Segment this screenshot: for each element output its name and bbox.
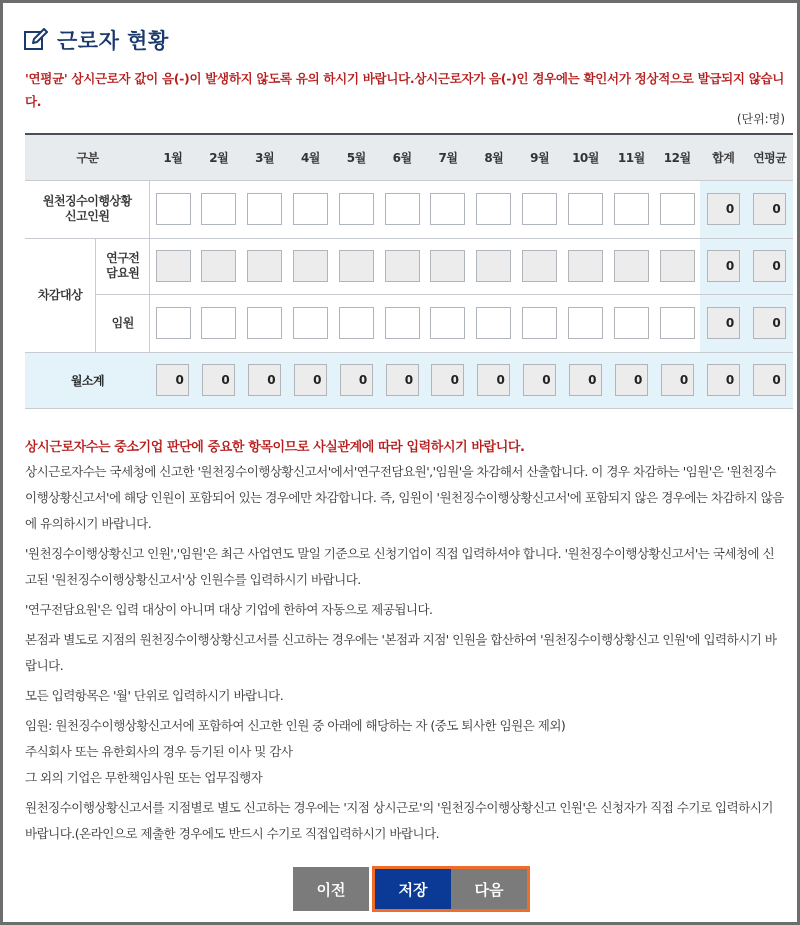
header-month: 9월 bbox=[517, 134, 563, 180]
month-input[interactable] bbox=[568, 307, 603, 339]
month-input[interactable] bbox=[614, 307, 649, 339]
table-row bbox=[25, 294, 793, 352]
save-button[interactable]: 저장 bbox=[375, 869, 451, 909]
month-input-readonly bbox=[247, 250, 282, 282]
month-input[interactable] bbox=[614, 193, 649, 225]
month-input[interactable] bbox=[476, 193, 511, 225]
header-month: 7월 bbox=[425, 134, 471, 180]
month-input-readonly bbox=[156, 250, 191, 282]
month-input[interactable] bbox=[385, 307, 420, 339]
instruction-paragraph: 원천징수이행상황신고서를 지점별로 별도 신고하는 경우에는 '지점 상시근로'의 '원천징수이행상황신고 인원'은 신청자가 직접 수기로 입력하시기 바랍니다.(온라인으로 제출한 경우에도 반드시 수기로 직접입력하시기 바랍니다. bbox=[25, 800, 773, 841]
month-input-readonly bbox=[568, 250, 603, 282]
subtotal-value: 0 bbox=[431, 364, 464, 396]
average-value: 0 bbox=[753, 364, 786, 396]
month-input[interactable] bbox=[201, 307, 236, 339]
month-input-readonly bbox=[430, 250, 465, 282]
header-month: 11월 bbox=[608, 134, 654, 180]
subtotal-value: 0 bbox=[569, 364, 602, 396]
important-note: 상시근로자수는 중소기업 판단에 중요한 항목이므로 사실관계에 따라 입력하시기 바랍니다. bbox=[25, 440, 525, 455]
instruction-paragraph: 그 외의 기업은 무한책임사원 또는 업무집행자 bbox=[25, 770, 263, 785]
subtotal-value: 0 bbox=[340, 364, 373, 396]
header-month: 8월 bbox=[471, 134, 517, 180]
header-month: 2월 bbox=[196, 134, 242, 180]
month-input-readonly bbox=[201, 250, 236, 282]
month-input[interactable] bbox=[201, 193, 236, 225]
page-title: 근로자 현황 bbox=[57, 29, 169, 53]
instruction-paragraph: 주식회사 또는 유한회사의 경우 등기된 이사 및 감사 bbox=[25, 744, 293, 759]
month-input[interactable] bbox=[476, 307, 511, 339]
month-input[interactable] bbox=[247, 193, 282, 225]
subtotal-value: 0 bbox=[248, 364, 281, 396]
month-input-readonly bbox=[339, 250, 374, 282]
subtotal-value: 0 bbox=[386, 364, 419, 396]
subtotal-value: 0 bbox=[294, 364, 327, 396]
month-input[interactable] bbox=[522, 307, 557, 339]
month-input[interactable] bbox=[385, 193, 420, 225]
header-month: 1월 bbox=[150, 134, 196, 180]
total-value: 0 bbox=[707, 364, 740, 396]
subtotal-value: 0 bbox=[202, 364, 235, 396]
instruction-paragraph: 상시근로자수는 국세청에 신고한 '원천징수이행상황신고서'에서'연구전담요원','임원'을 차감해서 산출합니다. 이 경우 차감하는 '임원'은 '원천징수이행상황신고서'에 해당 인원이 포함되어 있는 경우에만 차감합니다. 즉, 임원이 '원천징수이행상황신고서'에 포함되지 않은 경우에는 차감하지 않음에 유의하시기 바랍니다. bbox=[25, 464, 784, 531]
employee-table bbox=[25, 133, 793, 409]
row-label-research: 연구전담요원 bbox=[96, 238, 150, 294]
instruction-paragraph: 본점과 별도로 지점의 원천징수이행상황신고서를 신고하는 경우에는 '본점과 지점' 인원을 합산하여 '원천징수이행상황신고 인원'에 입력하시기 바랍니다. bbox=[25, 632, 777, 673]
subtotal-value: 0 bbox=[661, 364, 694, 396]
instruction-paragraph: 임원: 원천징수이행상황신고서에 포함하여 신고한 인원 중 아래에 해당하는 자 (중도 퇴사한 임원은 제외) bbox=[25, 718, 566, 733]
row-label-executive: 임원 bbox=[96, 294, 150, 352]
total-value: 0 bbox=[707, 250, 740, 282]
month-input[interactable] bbox=[339, 307, 374, 339]
subtotal-value: 0 bbox=[477, 364, 510, 396]
header-month: 12월 bbox=[654, 134, 700, 180]
subtotal-value: 0 bbox=[156, 364, 189, 396]
month-input[interactable] bbox=[339, 193, 374, 225]
header-category: 구분 bbox=[25, 134, 150, 180]
month-input[interactable] bbox=[293, 307, 328, 339]
instruction-paragraph: 모든 입력항목은 '월' 단위로 입력하시기 바랍니다. bbox=[25, 688, 284, 703]
month-input[interactable] bbox=[293, 193, 328, 225]
month-input-readonly bbox=[614, 250, 649, 282]
month-input[interactable] bbox=[660, 193, 695, 225]
row-label-withholding: 원천징수이행상황신고인원 bbox=[25, 180, 150, 238]
month-input[interactable] bbox=[156, 307, 191, 339]
next-button[interactable]: 다음 bbox=[451, 869, 527, 909]
instructions bbox=[25, 459, 785, 851]
row-label-subtotal: 월소계 bbox=[25, 352, 150, 408]
instruction-paragraph: '연구전담요원'은 입력 대상이 아니며 대상 기업에 한하여 자동으로 제공됩니다. bbox=[25, 602, 433, 617]
average-value: 0 bbox=[753, 307, 786, 339]
prev-button[interactable]: 이전 bbox=[293, 867, 369, 911]
month-input[interactable] bbox=[568, 193, 603, 225]
month-input[interactable] bbox=[522, 193, 557, 225]
average-value: 0 bbox=[753, 193, 786, 225]
instruction-paragraph: '원천징수이행상황신고 인원','임원'은 최근 사업연도 말일 기준으로 신청기업이 직접 입력하셔야 합니다. '원천징수이행상황신고서'는 국세청에 신고된 '원천징수이행상황신고서'상 인원수를 입력하시기 바랍니다. bbox=[25, 546, 775, 587]
header-month: 3월 bbox=[242, 134, 288, 180]
subtotal-value: 0 bbox=[523, 364, 556, 396]
total-value: 0 bbox=[707, 193, 740, 225]
header-month: 10월 bbox=[563, 134, 609, 180]
unit-label: (단위:명) bbox=[736, 112, 785, 126]
month-input[interactable] bbox=[156, 193, 191, 225]
month-input[interactable] bbox=[430, 193, 465, 225]
header-month: 4월 bbox=[288, 134, 334, 180]
average-value: 0 bbox=[753, 250, 786, 282]
month-input[interactable] bbox=[247, 307, 282, 339]
month-input[interactable] bbox=[660, 307, 695, 339]
table-header-row bbox=[25, 134, 793, 180]
month-input-readonly bbox=[293, 250, 328, 282]
month-input-readonly bbox=[385, 250, 420, 282]
header-month: 5월 bbox=[333, 134, 379, 180]
month-input-readonly bbox=[476, 250, 511, 282]
highlight-box bbox=[372, 866, 530, 912]
total-value: 0 bbox=[707, 307, 740, 339]
row-label-deduction: 차감대상 bbox=[25, 238, 96, 352]
button-bar bbox=[293, 867, 530, 912]
month-input-readonly bbox=[660, 250, 695, 282]
table-row bbox=[25, 238, 793, 294]
page-header bbox=[23, 25, 169, 55]
month-input-readonly bbox=[522, 250, 557, 282]
table-row bbox=[25, 180, 793, 238]
header-month: 6월 bbox=[379, 134, 425, 180]
header-total: 합계 bbox=[700, 134, 746, 180]
header-average: 연평균 bbox=[746, 134, 793, 180]
month-input[interactable] bbox=[430, 307, 465, 339]
table-row-subtotal bbox=[25, 352, 793, 408]
warning-message: '연평균' 상시근로자 값이 음(-)이 발생하지 않도록 유의 하시기 바랍니다.상시근로자가 음(-)인 경우에는 확인서가 정상적으로 발급되지 않습니다. bbox=[25, 71, 785, 109]
subtotal-value: 0 bbox=[615, 364, 648, 396]
edit-icon bbox=[23, 28, 49, 52]
